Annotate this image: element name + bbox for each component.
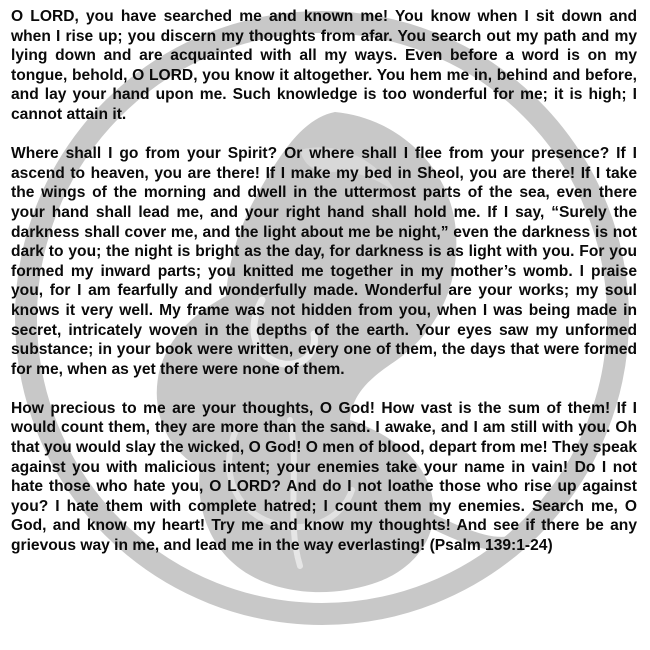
paragraph-2: Where shall I go from your Spirit? Or where shall I flee from your presence? If I ascend to heaven, you are there! If I make my bed in Sheol, you are there! If I take the wings of the morning and dwell in the uttermost parts of the sea, even there your hand shall lead me, and your right hand shall hold me. If I say, “Surely the darkness shall cover me, and the light about me be night,” even the darkness is not dark to you; the night is bright as the day, for darkness is as light with you. For you formed my inward parts; you knitted me together in my mother’s womb. I praise you, for I am fearfully and wonderfully made. Wonderful are your works; my soul knows it very well. My frame was not hidden from you, when I was being made in secret, intricately woven in the depths of the earth. Your eyes saw my unformed substance; in your book were written, every one of them, the days that were formed for me, when as yet there were none of them. xyxy=(11,145,637,378)
psalm-passage xyxy=(11,7,637,556)
paragraph-1: O LORD, you have searched me and known me! You know when I sit down and when I rise up; you discern my thoughts from afar. You search out my path and my lying down and are acquainted with all my ways. Even before a word is on my tongue, behold, O LORD, you know it altogether. You hem me in, behind and before, and lay your hand upon me. Such knowledge is too wonderful for me; it is high; I cannot attain it. xyxy=(11,8,637,123)
paragraph-3: How precious to me are your thoughts, O God! How vast is the sum of them! If I would count them, they are more than the sand. I awake, and I am still with you. Oh that you would slay the wicked, O God! O men of blood, depart from me! They speak against you with malicious intent; your enemies take your name in vain! Do I not hate those who hate you, O LORD? And do I not loathe those who rise up against you? I hate them with complete hatred; I count them my enemies. Search me, O God, and know my heart! Try me and know my thoughts! And see if there be any grievous way in me, and lead me in the way everlasting! (Psalm 139:1-24) xyxy=(11,399,637,555)
